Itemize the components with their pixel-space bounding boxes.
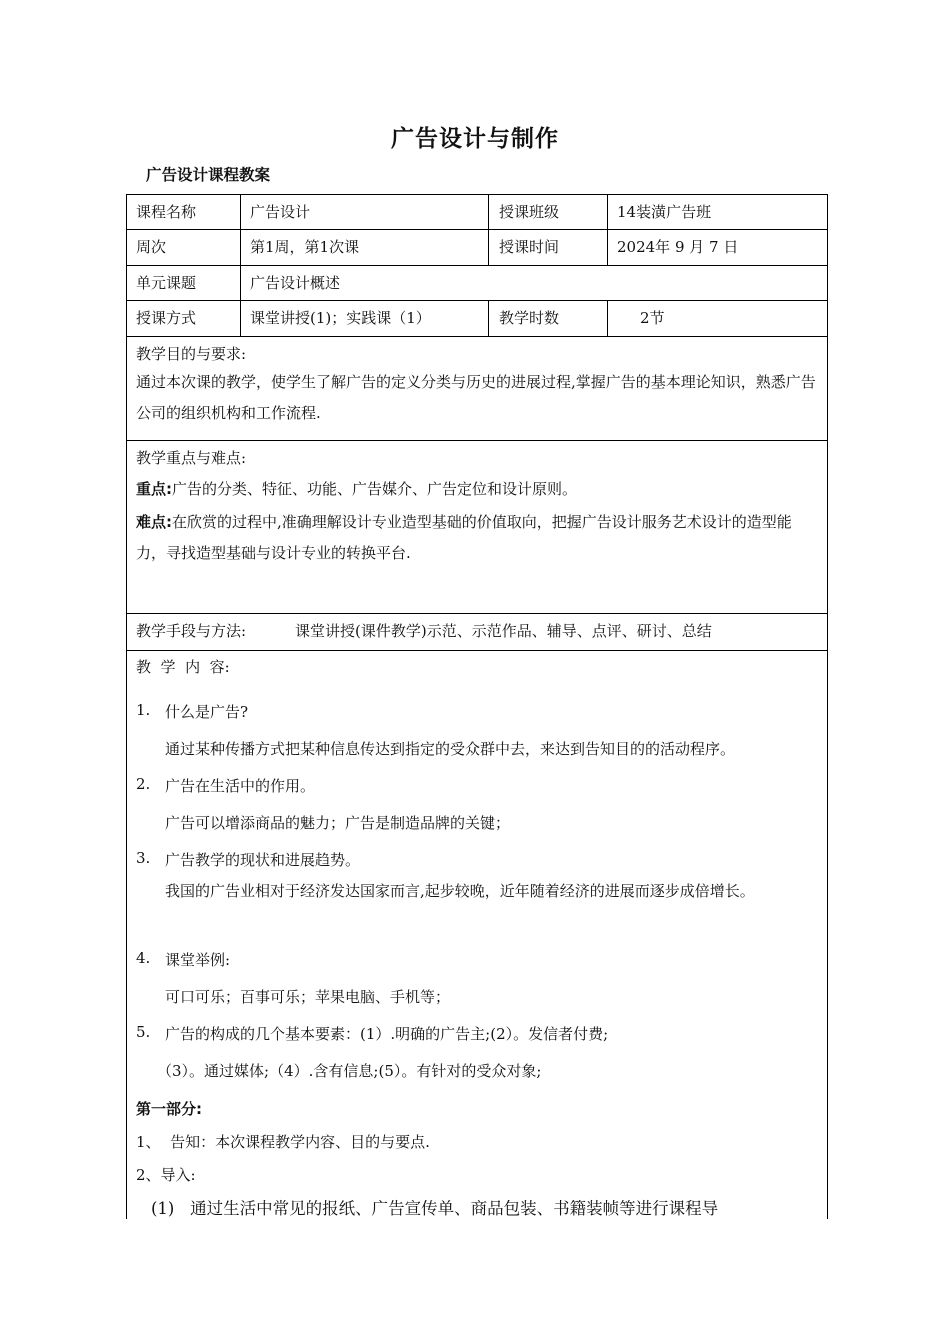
time-value: 2024年 9 月 7 日 bbox=[617, 238, 739, 256]
unit-value: 广告设计概述 bbox=[250, 274, 341, 292]
item-3-body: 我国的广告业相对于经济发达国家而言,起步较晚，近年随着经济的进展而逐步成倍增长。 bbox=[165, 882, 755, 900]
key-point bbox=[136, 474, 818, 505]
method-label: 授课方式 bbox=[136, 309, 197, 327]
unit-label: 单元课题 bbox=[136, 274, 197, 292]
item-1-body: 通过某种传播方式把某种信息传达到指定的受众群中去，来达到告知目的的活动程序。 bbox=[165, 740, 736, 758]
method-value: 课堂讲授(1)；实践课（1） bbox=[250, 309, 431, 327]
part1-heading: 第一部分: bbox=[136, 1100, 202, 1118]
time-label: 授课时间 bbox=[499, 238, 560, 256]
hours-value: 2节 bbox=[640, 309, 665, 327]
keypoints-heading: 教学重点与难点: bbox=[136, 449, 247, 467]
hard-text: 在欣赏的过程中,准确理解设计专业造型基础的价值取向，把握广告设计服务艺术设计的造型能力，寻找造型基础与设计专业的转换平台. bbox=[136, 513, 792, 562]
document-subtitle: 广告设计课程教案 bbox=[146, 166, 271, 184]
content-heading: 教 学 内 容: bbox=[136, 658, 230, 676]
goals-text: 通过本次课的教学，使学生了解广告的定义分类与历史的进展过程,掌握广告的基本理论知识，熟悉广告公司的组织机构和工作流程. bbox=[136, 373, 816, 422]
class-label: 授课班级 bbox=[499, 203, 560, 221]
item-3-num: 3. bbox=[136, 849, 151, 867]
part1-sub-item: (1) 通过生活中常见的报纸、广告宣传单、商品包装、书籍装帧等进行课程导 bbox=[151, 1199, 719, 1218]
key-text: 广告的分类、特征、功能、广告媒介、广告定位和设计原则。 bbox=[172, 480, 578, 498]
document-title: 广告设计与制作 bbox=[391, 126, 559, 152]
hard-point bbox=[136, 507, 818, 569]
hours-label: 教学时数 bbox=[499, 309, 560, 327]
methods-heading: 教学手段与方法: bbox=[136, 622, 247, 640]
item-5-num: 5. bbox=[136, 1023, 151, 1041]
course-name-label: 课程名称 bbox=[136, 203, 197, 221]
item-2-body: 广告可以增添商品的魅力；广告是制造品牌的关键； bbox=[165, 814, 511, 832]
item-5-title: 广告的构成的几个基本要素：(1）.明确的广告主;(2）。发信者付费; bbox=[165, 1025, 609, 1043]
week-label: 周次 bbox=[136, 238, 167, 256]
key-label: 重点: bbox=[136, 480, 172, 498]
item-4-num: 4. bbox=[136, 949, 151, 967]
course-name-value: 广告设计 bbox=[250, 203, 311, 221]
lesson-plan-table bbox=[126, 194, 828, 1219]
part1-item-1: 1、 告知：本次课程教学内容、目的与要点. bbox=[136, 1133, 430, 1151]
class-value: 14装潢广告班 bbox=[617, 203, 712, 221]
methods-text: 课堂讲授(课件教学)示范、示范作品、辅导、点评、研讨、总结 bbox=[295, 622, 712, 640]
item-4-body: 可口可乐；百事可乐；苹果电脑、手机等； bbox=[165, 988, 451, 1006]
item-5-body: （3）。通过媒体;（4）.含有信息;(5）。有针对的受众对象; bbox=[157, 1062, 542, 1080]
item-4-title: 课堂举例: bbox=[165, 951, 231, 969]
item-1-num: 1. bbox=[136, 701, 151, 719]
week-value: 第1周，第1次课 bbox=[250, 238, 360, 256]
item-2-num: 2. bbox=[136, 775, 151, 793]
goals-heading: 教学目的与要求: bbox=[136, 345, 247, 363]
item-3-title: 广告教学的现状和进展趋势。 bbox=[165, 851, 361, 869]
part1-item-2: 2、导入: bbox=[136, 1166, 196, 1184]
hard-label: 难点: bbox=[136, 513, 172, 531]
item-2-title: 广告在生活中的作用。 bbox=[165, 777, 316, 795]
item-1-title: 什么是广告? bbox=[165, 703, 249, 721]
